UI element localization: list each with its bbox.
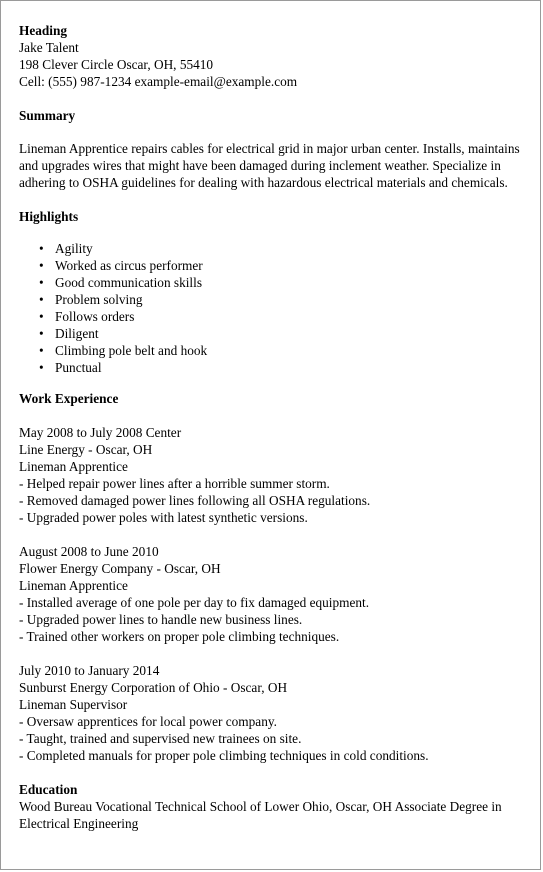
- highlight-label: Follows orders: [55, 309, 135, 324]
- list-item: [39, 274, 529, 291]
- job-employer: Sunburst Energy Corporation of Ohio - Oscar, OH: [19, 680, 288, 695]
- bullet-icon: •: [39, 343, 44, 358]
- bullet-icon: •: [39, 326, 44, 341]
- highlight-label: Agility: [55, 241, 93, 256]
- spacer: [19, 376, 529, 390]
- job-dates: July 2010 to January 2014: [19, 663, 160, 678]
- list-item: [39, 342, 529, 359]
- bullet-icon: •: [39, 241, 44, 256]
- job-dates: August 2008 to June 2010: [19, 544, 159, 559]
- highlight-label: Problem solving: [55, 292, 143, 307]
- list-item: [39, 291, 529, 308]
- job-dates: May 2008 to July 2008 Center: [19, 425, 182, 440]
- highlight-label: Climbing pole belt and hook: [55, 343, 208, 358]
- bullet-icon: •: [39, 309, 44, 324]
- job-role: Lineman Supervisor: [19, 697, 128, 712]
- highlight-label: Worked as circus performer: [55, 258, 203, 273]
- highlight-label: Punctual: [55, 360, 102, 375]
- spacer: [19, 645, 529, 662]
- job-duty: - Helped repair power lines after a horrible summer storm.: [19, 476, 330, 491]
- highlight-label: Diligent: [55, 326, 99, 341]
- education-section: [19, 781, 529, 832]
- bullet-icon: •: [39, 360, 44, 375]
- applicant-name: Jake Talent: [19, 40, 79, 55]
- job-duty: - Upgraded power lines to handle new business lines.: [19, 612, 303, 627]
- education-text: Wood Bureau Vocational Technical School of Lower Ohio, Oscar, OH Associate Degree in Electrical Engineering: [19, 799, 502, 831]
- highlights-title: Highlights: [19, 209, 79, 224]
- highlights-section: [19, 208, 529, 376]
- summary-section: [19, 107, 529, 191]
- spacer: [19, 764, 529, 781]
- heading-section: [19, 22, 529, 90]
- spacer: [19, 124, 529, 140]
- list-item: [39, 257, 529, 274]
- job-role: Lineman Apprentice: [19, 578, 128, 593]
- job-duty: - Taught, trained and supervised new trainees on site.: [19, 731, 302, 746]
- job-duty: - Completed manuals for proper pole climbing techniques in cold conditions.: [19, 748, 429, 763]
- resume-content: [19, 22, 529, 832]
- heading-title: Heading: [19, 23, 68, 38]
- bullet-icon: •: [39, 292, 44, 307]
- list-item: [39, 308, 529, 325]
- job-duty: - Trained other workers on proper pole climbing techniques.: [19, 629, 340, 644]
- list-item: [39, 359, 529, 376]
- highlights-list: [19, 240, 529, 376]
- job-entry: [19, 543, 529, 645]
- bullet-icon: •: [39, 258, 44, 273]
- job-entry: [19, 662, 529, 764]
- spacer: [19, 407, 529, 424]
- list-item: [39, 240, 529, 257]
- job-role: Lineman Apprentice: [19, 459, 128, 474]
- bullet-icon: •: [39, 275, 44, 290]
- list-item: [39, 325, 529, 342]
- summary-text: Lineman Apprentice repairs cables for electrical grid in major urban center. Installs, maintains and upgrades wires that might have been damaged during inclement weather. Specialize in adhering to OSHA guidelines for dealing with hazardous electrical materials and chemicals.: [19, 141, 520, 190]
- spacer: [19, 225, 529, 240]
- education-title: Education: [19, 782, 78, 797]
- spacer: [19, 90, 529, 107]
- summary-title: Summary: [19, 108, 76, 123]
- job-employer: Line Energy - Oscar, OH: [19, 442, 153, 457]
- applicant-address: 198 Clever Circle Oscar, OH, 55410: [19, 57, 214, 72]
- spacer: [19, 191, 529, 208]
- highlight-label: Good communication skills: [55, 275, 202, 290]
- spacer: [19, 526, 529, 543]
- job-entry: [19, 424, 529, 526]
- job-duty: - Upgraded power poles with latest synthetic versions.: [19, 510, 308, 525]
- job-duty: - Removed damaged power lines following all OSHA regulations.: [19, 493, 371, 508]
- job-employer: Flower Energy Company - Oscar, OH: [19, 561, 221, 576]
- work-experience-title: Work Experience: [19, 391, 119, 406]
- work-experience-section: [19, 390, 529, 764]
- applicant-contact: Cell: (555) 987-1234 example-email@example.com: [19, 74, 298, 89]
- job-duty: - Oversaw apprentices for local power company.: [19, 714, 277, 729]
- job-duty: - Installed average of one pole per day to fix damaged equipment.: [19, 595, 370, 610]
